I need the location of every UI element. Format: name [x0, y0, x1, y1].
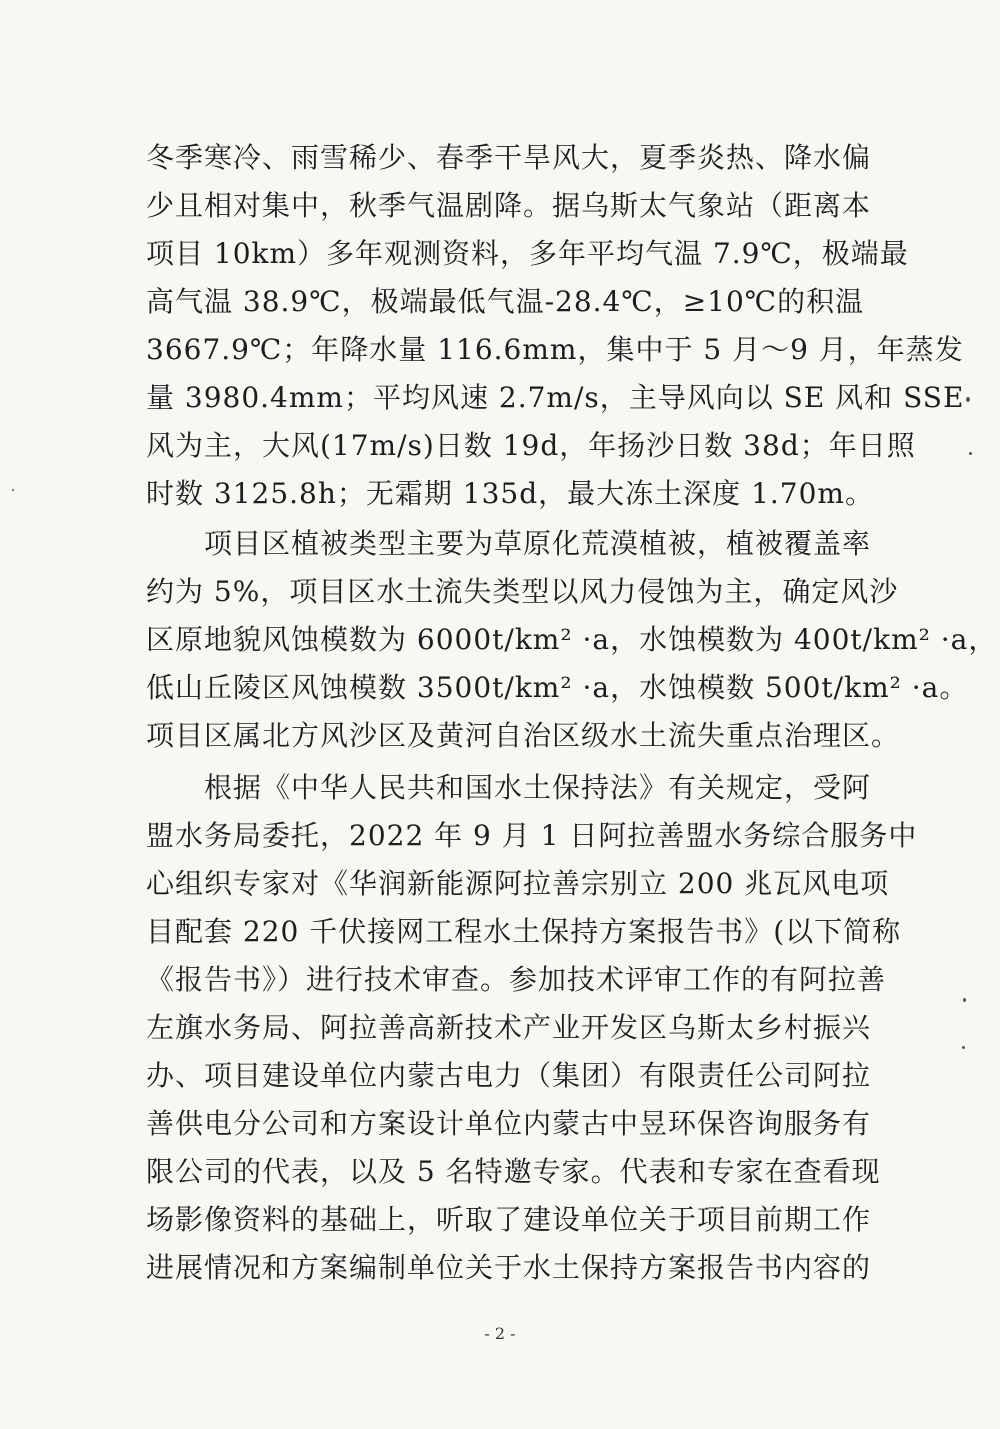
paragraph-1-line-5: 3667.9℃；年降水量 116.6mm，集中于 5 月～9 月，年蒸发 [146, 333, 964, 366]
scan-speck [12, 489, 14, 491]
scan-speck [966, 397, 970, 402]
paragraph-2-line-5: 项目区属北方风沙区及黄河自治区级水土流失重点治理区。 [146, 719, 901, 752]
paragraph-3-line-7: 办、项目建设单位内蒙古电力（集团）有限责任公司阿拉 [146, 1059, 872, 1092]
paragraph-2-line-3: 区原地貌风蚀模数为 6000t/km² ·a，水蚀模数为 400t/km² ·a， [146, 623, 998, 656]
paragraph-2-line-1: 项目区植被类型主要为草原化荒漠植被，植被覆盖率 [204, 527, 872, 560]
paragraph-1-line-1: 冬季寒冷、雨雪稀少、春季干旱风大，夏季炎热、降水偏 [146, 141, 872, 174]
paragraph-3-line-8: 善供电分公司和方案设计单位内蒙古中昱环保咨询服务有 [146, 1107, 872, 1140]
page-number: - 2 - [484, 1324, 516, 1343]
paragraph-2-line-4: 低山丘陵区风蚀模数 3500t/km² ·a，水蚀模数 500t/km² ·a。 [146, 671, 969, 704]
paragraph-1-line-8: 时数 3125.8h；无霜期 135d，最大冻土深度 1.70m。 [146, 477, 874, 510]
paragraph-1-line-6: 量 3980.4mm；平均风速 2.7m/s，主导风向以 SE 风和 SSE [146, 381, 965, 414]
paragraph-3-line-6: 左旗水务局、阿拉善高新技术产业开发区乌斯太乡村振兴 [146, 1011, 872, 1044]
scan-speck [962, 1046, 965, 1049]
scan-speck [963, 998, 966, 1002]
paragraph-1-line-4: 高气温 38.9℃，极端最低气温-28.4℃，≥10℃的积温 [146, 285, 865, 318]
paragraph-3-line-3: 心组织专家对《华润新能源阿拉善宗别立 200 兆瓦风电项 [146, 867, 890, 900]
paragraph-3-line-2: 盟水务局委托，2022 年 9 月 1 日阿拉善盟水务综合服务中 [146, 819, 918, 852]
paragraph-3-line-1: 根据《中华人民共和国水土保持法》有关规定，受阿 [204, 771, 872, 804]
paragraph-3-line-4: 目配套 220 千伏接网工程水土保持方案报告书》(以下简称 [146, 915, 902, 948]
paragraph-1-line-7: 风为主，大风(17m/s)日数 19d，年扬沙日数 38d；年日照 [146, 429, 916, 462]
paragraph-3-line-9: 限公司的代表，以及 5 名特邀专家。代表和专家在查看现 [146, 1155, 881, 1188]
paragraph-1-line-2: 少且相对集中，秋季气温剧降。据乌斯太气象站（距离本 [146, 189, 872, 222]
paragraph-3-line-10: 场影像资料的基础上，听取了建设单位关于项目前期工作 [146, 1203, 872, 1236]
paragraph-3-line-5: 《报告书》）进行技术审查。参加技术评审工作的有阿拉善 [146, 963, 887, 996]
paragraph-1-line-3: 项目 10km）多年观测资料，多年平均气温 7.9℃，极端最 [146, 237, 909, 270]
paragraph-2-line-2: 约为 5%，项目区水土流失类型以风力侵蚀为主，确定风沙 [146, 575, 899, 608]
scan-speck [969, 452, 972, 455]
paragraph-3-line-11: 进展情况和方案编制单位关于水土保持方案报告书内容的 [146, 1251, 872, 1284]
